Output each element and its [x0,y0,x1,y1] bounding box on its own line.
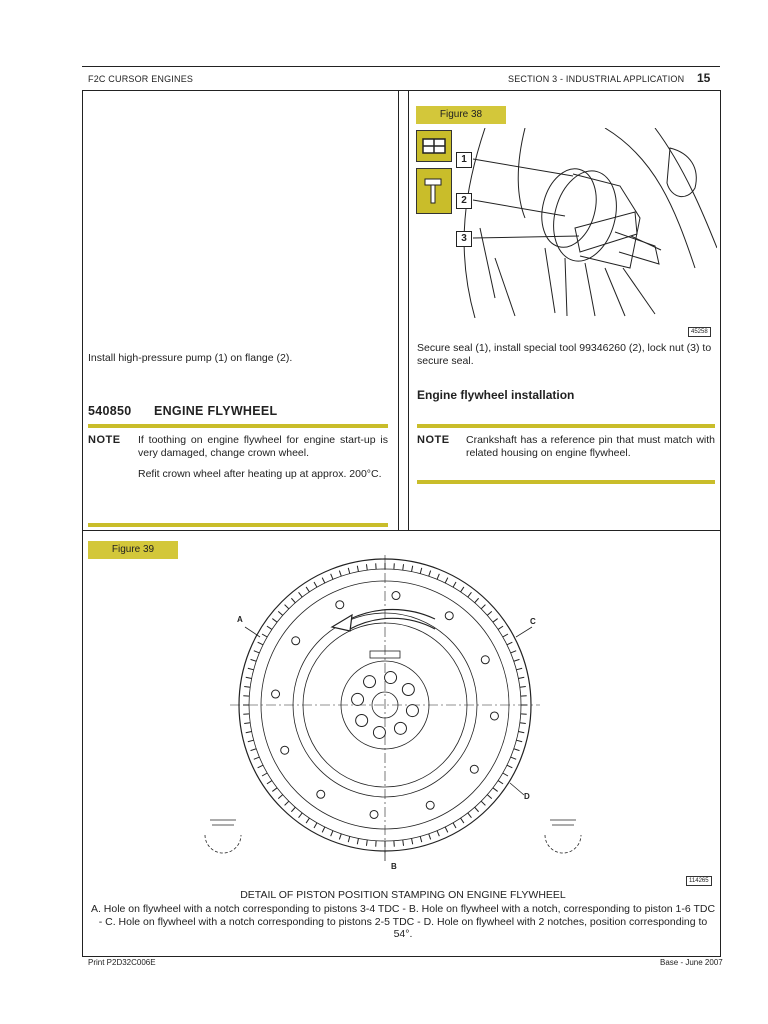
figure-39-caption-body: A. Hole on flywheel with a notch corresponding to pistons 3-4 TDC - B. Hole on flywheel with a notch, corresponding to piston 1-6 TDC - C. Hole on flywheel with a notch corresponding to pistons 2-5 TDC - D. Hole on flywheel with 2 notches, position corresponding to 54°. [90,903,716,940]
figure-divider [82,530,721,531]
header-rule [82,66,720,67]
flywheel-tooth [487,795,492,799]
flywheel-tooth [461,587,464,592]
flywheel-tooth [299,813,303,818]
flywheel-tooth [246,732,252,733]
flywheel-tooth [331,574,333,580]
right-note-text: Crankshaft has a reference pin that must match with related housing on engine flywheel. [466,434,715,459]
note-rule-bottom [88,523,388,527]
flywheel-tooth [262,773,267,776]
flywheel-tooth [520,723,526,724]
figure-39-caption-title: DETAIL OF PISTON POSITION STAMPING ON ENGINE FLYWHEEL [240,889,566,901]
flywheel-hole [406,705,418,717]
flywheel-hole [281,746,289,754]
flywheel-tooth [278,795,283,799]
flywheel-tooth [511,757,517,759]
flywheel-hole [394,722,406,734]
right-note-rule-bottom [417,480,715,484]
flywheel-hole [364,676,376,688]
flywheel-tooth [412,838,413,844]
figure-38-label: Figure 38 [416,106,506,124]
flywheel-tooth [518,732,524,733]
flywheel-tooth [445,827,448,832]
flywheel-hole [373,726,385,738]
figure-38-instruction: Secure seal (1), install special tool 99346260 (2), lock nut (3) to secure seal. [417,342,712,367]
hammer-icon [416,168,452,214]
flywheel-tooth [437,574,439,580]
flywheel-tooth [314,582,317,587]
flywheel-tooth [453,582,456,587]
flywheel-tooth [516,740,522,742]
flywheel-tooth [339,834,341,840]
flywheel-tooth [278,611,283,615]
flywheel-tooth [366,564,367,570]
flywheel-tooth [468,592,472,597]
flywheel-tooth [246,677,252,678]
flywheel-tooth [518,677,524,678]
flywheel-tooth [348,836,350,842]
flywheel-tooth [248,668,254,670]
column-divider-a [398,90,399,530]
flywheel-tooth [498,626,503,629]
flywheel-tooth [267,626,272,629]
figure-38-ref: 45258 [688,327,711,337]
instruction-text: Install high-pressure pump (1) on flange (2). [88,352,293,364]
flywheel-tooth [420,836,422,842]
flywheel-tooth [285,605,289,609]
section-title: ENGINE FLYWHEEL [153,404,278,418]
flywheel-hole [392,592,400,600]
flywheel-tooth [258,642,263,645]
flywheel-tooth [437,831,439,837]
flywheel-hole [445,612,453,620]
flywheel-hole [370,810,378,818]
frame-left [82,90,83,956]
flywheel-tooth [306,587,309,592]
flywheel-tooth [322,578,325,583]
flywheel-hole [317,790,325,798]
flywheel-hole [292,637,300,645]
flywheel-tooth [445,578,448,583]
flywheel-hole [470,765,478,773]
figure-39-label: Figure 39 [88,541,178,559]
flywheel-tooth [481,605,485,609]
note-paragraph-2: Refit crown wheel after heating up at approx. 200°C. [138,468,382,480]
section-code: 540850 [88,404,132,418]
flywheel-hole [385,672,397,684]
header-section: SECTION 3 - INDUSTRIAL APPLICATION [508,74,685,84]
assembly-icon [416,130,452,162]
note-label: NOTE [88,434,121,446]
flywheel-tooth [272,788,277,792]
frame-right [720,90,721,956]
flywheel-tooth [291,807,295,812]
flywheel-tooth [403,564,404,570]
flywheel-tooth [516,668,522,670]
flywheel-tooth [475,807,479,812]
figure-39-ref: 114265 [686,876,712,886]
flywheel-tooth [244,723,250,724]
flywheel-tooth [453,823,456,828]
right-note-rule-top [417,424,715,428]
flywheel-tooth [262,634,267,637]
flywheel-tooth [251,749,257,751]
column-divider-b [408,90,409,530]
flywheel-tooth [507,642,512,645]
flywheel-tooth [306,818,309,823]
flywheel-tooth [420,568,422,574]
flywheel-tooth [357,566,358,572]
flywheel-tooth [244,686,250,687]
flywheel-tooth [429,571,431,577]
section-heading [88,402,388,420]
flywheel-hole [336,601,344,609]
flywheel-tooth [403,840,404,846]
flywheel-hole [402,684,414,696]
flywheel-tooth [322,827,325,832]
flywheel-tooth [429,834,431,840]
marker-b: B [391,862,397,871]
marker-c: C [530,617,536,626]
flywheel-tooth [520,686,526,687]
flywheel-tooth [412,566,413,572]
flywheel-tooth [272,619,277,623]
flywheel-tooth [314,823,317,828]
flywheel-tooth [348,568,350,574]
flywheel-hole [490,712,498,720]
flywheel-tooth [254,757,260,759]
flywheel-tooth [514,659,520,661]
flywheel-tooth [503,773,508,776]
flywheel-hole [356,714,368,726]
flywheel-tooth [498,781,503,784]
flywheel-tooth [251,659,257,661]
flywheel-tooth [331,831,333,837]
note-paragraph-1: If toothing on engine flywheel for engine start-up is very damaged, change crown wheel. [138,434,388,459]
flywheel-tooth [493,619,498,623]
subheading-flywheel-installation: Engine flywheel installation [417,388,575,402]
header-underline [82,90,720,91]
flywheel-hole [481,656,489,664]
marker-a: A [237,615,243,624]
flywheel-tooth [481,801,485,805]
flywheel-tooth [487,611,492,615]
right-note-label: NOTE [417,434,450,446]
flywheel-tooth [254,651,260,653]
figure-38-drawing [455,128,717,318]
flywheel-hole [426,801,434,809]
flywheel-tooth [514,749,520,751]
flywheel-tooth [339,571,341,577]
frame-bottom [82,956,721,957]
flywheel-tooth [357,838,358,844]
header-title: F2C CURSOR ENGINES [88,74,194,84]
flywheel-tooth [285,801,289,805]
flywheel-tooth [503,634,508,637]
callout-1: 1 [456,152,472,168]
flywheel-tooth [366,840,367,846]
note-rule-top [88,424,388,428]
flywheel-tooth [248,740,254,742]
flywheel-tooth [511,651,517,653]
footer-print-code: Print P2D32C006E [88,958,156,967]
flywheel-drawing [190,555,590,875]
flywheel-tooth [299,592,303,597]
flywheel-tooth [507,765,512,768]
marker-d: D [524,792,530,801]
flywheel-tooth [475,598,479,603]
flywheel-tooth [291,598,295,603]
flywheel-tooth [493,788,498,792]
flywheel-tooth [468,813,472,818]
flywheel-tooth [258,765,263,768]
page-number: 15 [697,71,711,85]
flywheel-hole [272,690,280,698]
callout-3: 3 [456,231,472,247]
footer-edition: Base - June 2007 [660,958,723,967]
flywheel-tooth [267,781,272,784]
flywheel-tooth [461,818,464,823]
flywheel-hole [352,693,364,705]
callout-2: 2 [456,193,472,209]
